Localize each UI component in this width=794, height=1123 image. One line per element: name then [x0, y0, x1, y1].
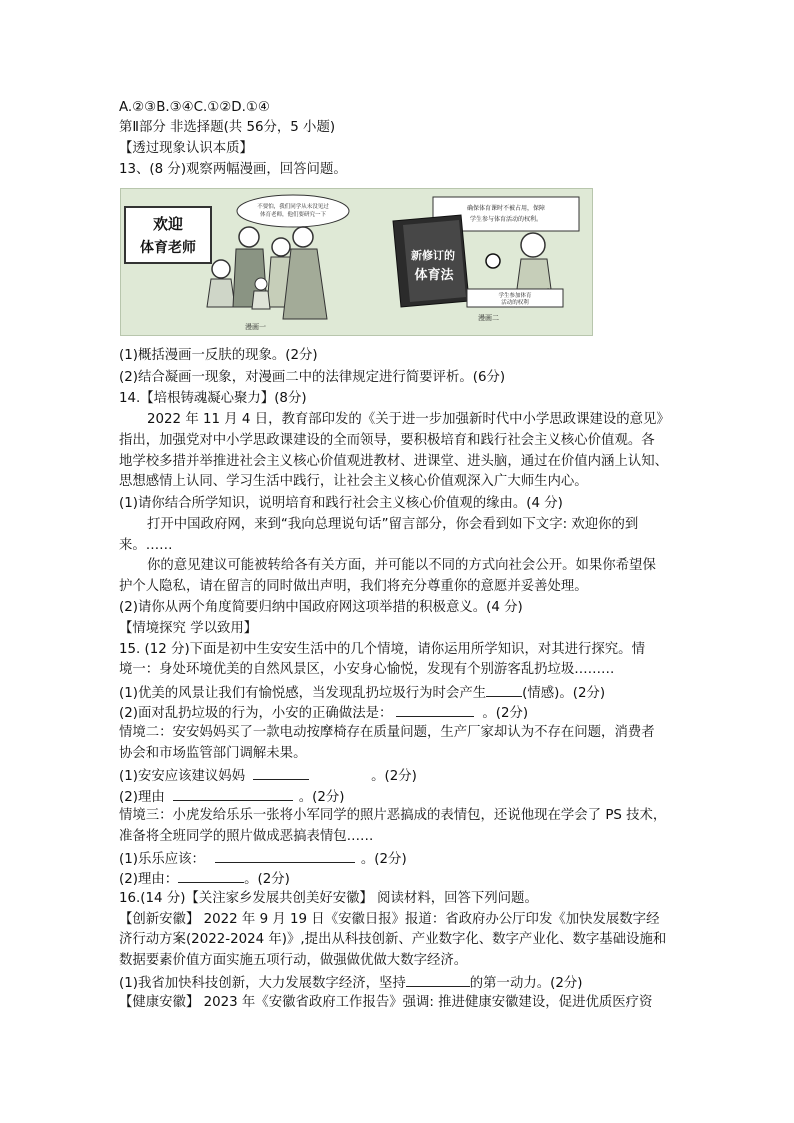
bubble2-text-a: 确保体育课时不被占用，保障 — [466, 205, 546, 212]
banner-line1: 欢迎 — [152, 215, 184, 233]
q14-para1-line1: 2022 年 11 月 4 日，教育部印发的《关于进一步加强新时代中小学思政课建设的意见》 — [147, 412, 670, 427]
q15-scene2-sub2: (2)理由 。(2分) — [119, 786, 345, 808]
question-13: 13、(8 分)观察两幅漫画，回答问题。 — [119, 162, 347, 177]
answer-blank[interactable] — [178, 868, 244, 883]
q14-para3-line1: 你的意见建议可能被转给各有关方面，并可能以不同的方式向社会公开。如果你希望保 — [147, 558, 656, 573]
q16-para2-line1: 【健康安徽】 2023 年《安徽省政府工作报告》强调: 推进健康安徽建设，促进优质医疗资 — [119, 995, 653, 1010]
answer-options: A.②③B.③④C.①②D.①④ — [119, 100, 270, 115]
q14-para1-line4: 思想感情上认同、学习生活中践行，让社会主义核心价值观深入广大师生内心。 — [119, 474, 588, 489]
caption-2: 漫画二 — [478, 314, 499, 322]
caption-1: 漫画一 — [245, 323, 266, 331]
part-two-heading: 第Ⅱ部分 非选择题(共 56分，5 小题) — [119, 120, 336, 135]
q15-scene1-sub2: (2)面对乱扔垃圾的行为，小安的正确做法是： 。(2分) — [119, 702, 528, 724]
q14-sub1: (1)请你结合所学知识，说明培育和践行社会主义核心价值观的缘由。(4 分) — [119, 496, 563, 511]
sign-text-a: 学生参加体育 — [498, 293, 532, 299]
q16-sub1: (1)我省加快科技创新，大力发展数字经济，坚持 的第一动力。(2分) — [119, 972, 582, 994]
section-heading-2: 【情境探究 学以致用】 — [119, 621, 258, 636]
bubble2-text-b: 学生参与体育活动的权利。 — [469, 216, 543, 223]
q15-scene3-sub1: (1)乐乐应该： 。(2分) — [119, 848, 407, 870]
answer-blank[interactable] — [396, 702, 474, 717]
cartoon-figure — [120, 188, 593, 336]
q16-para1-line3: 数据要素价值方面实施五项行动，做强做优做大数字经济。 — [119, 953, 468, 968]
q14-para2-line2: 来。…… — [119, 538, 173, 553]
question-15-line1: 15. (12 分)下面是初中生安安生活中的几个情境，请你运用所学知识，对其进行探究。情 — [119, 642, 645, 657]
question-14: 14.【培根铸魂凝心聚力】(8分) — [119, 391, 307, 406]
answer-blank[interactable] — [486, 682, 522, 697]
q15-scene3-line2: 准备将全班同学的照片做成恶搞表情包…… — [119, 829, 374, 844]
question-16: 16.(14 分)【关注家乡发展共创美好安徽】 阅读材料，回答下列问题。 — [119, 891, 538, 906]
q13-sub1: (1)概括漫画一反肤的现象。(2分) — [119, 348, 318, 363]
answer-blank[interactable] — [253, 765, 309, 780]
q15-scene3-line1: 情境三：小虎发给乐乐一张将小军同学的照片恶搞成的表情包，还说他现在学会了 PS 技术， — [119, 808, 667, 823]
sign-text-b: 活动的权利 — [501, 300, 529, 306]
q15-scene3-sub2: (2)理由： 。(2分) — [119, 868, 290, 890]
q15-scene2-line1: 情境二：安安妈妈买了一款电动按摩椅存在质量问题，生产厂家却认为不存在问题，消费者 — [119, 725, 655, 740]
q15-scene1-sub1: (1)优美的风景让我们有愉悦感，当发现乱扔垃圾行为时会产生 (情感)。(2分) — [119, 682, 605, 704]
bubble1-text-b: 体育老师，他们要研究一下 — [259, 212, 327, 218]
q14-sub2: (2)请你从两个角度简要归纳中国政府网这项举措的积极意义。(4 分) — [119, 600, 523, 615]
answer-blank[interactable] — [173, 786, 293, 801]
q14-para2-line1: 打开中国政府网，来到“我向总理说句话”留言部分，你会看到如下文字: 欢迎你的到 — [147, 517, 639, 532]
q15-scene2-sub1: (1)安安应该建议妈妈 。(2分) — [119, 765, 417, 787]
q13-sub2: (2)结合凝画一现象，对漫画二中的法律规定进行简要评析。(6分) — [119, 370, 506, 385]
bubble1-text-a: 不要怕，我们同学从未没见过 — [257, 204, 329, 210]
soccer-ball — [486, 254, 500, 268]
book-title-1: 新修订的 — [411, 249, 455, 262]
q14-para1-line2: 指出，加强党对中小学思政课建设的全而领导，要积极培育和践行社会主义核心价值观。各 — [119, 433, 655, 448]
section-heading: 【透过现象认识本质】 — [119, 141, 253, 156]
q14-para1-line3: 地学校多措并举推进社会主义核心价值观进教材、进课堂、进头脑，通过在价值内涵上认知、 — [119, 454, 669, 469]
q16-para1-line2: 济行动方案(2022-2024 年)》,提出从科技创新、产业数字化、数字产业化、数字基础设施和 — [119, 932, 667, 947]
speech-bubble-1 — [237, 195, 349, 227]
book-title-2: 体育法 — [414, 268, 454, 283]
answer-blank[interactable] — [215, 848, 355, 863]
cartoon-drawing — [121, 189, 592, 335]
q15-scene2-line2: 协会和市场监管部门调解未果。 — [119, 746, 307, 761]
banner-line2: 体育老师 — [140, 240, 196, 256]
answer-blank[interactable] — [406, 972, 470, 987]
q16-para1-line1: 【创新安徽】 2022 年 9 月 19 日《安徽日报》报道：省政府办公厅印发《加快发展数字经 — [119, 912, 660, 927]
q14-para3-line2: 护个人隐私，请在留言的同时做出声明，我们将充分尊重你的意愿并妥善处理。 — [119, 579, 588, 594]
question-15-line2: 境一：身处环境优美的自然风景区，小安身心愉悦，发现有个别游客乱扔垃圾……… — [119, 662, 615, 677]
